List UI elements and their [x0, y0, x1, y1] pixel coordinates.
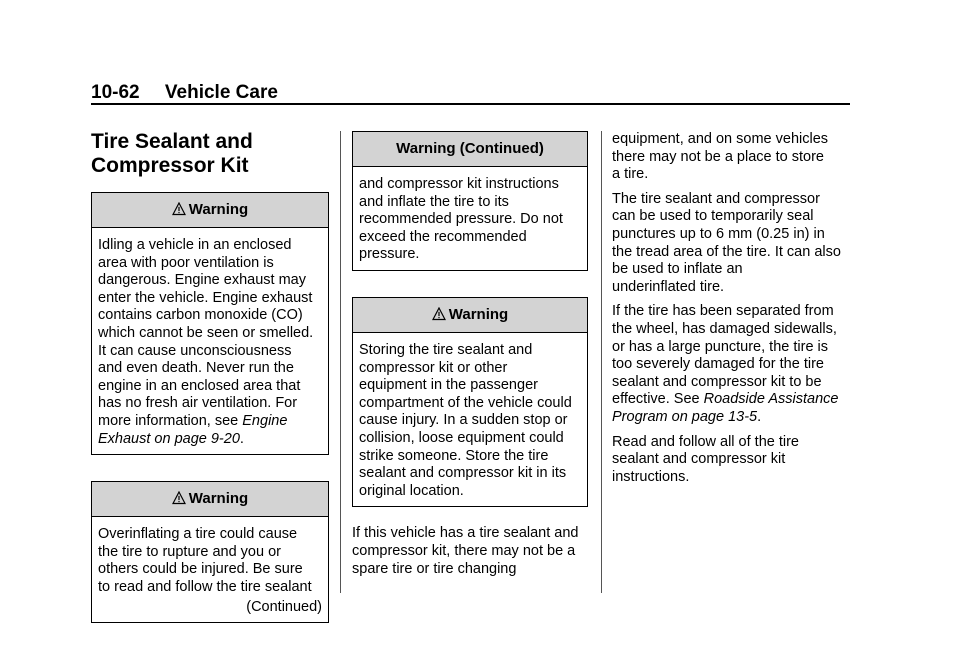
warning-body: Idling a vehicle in an enclosed area with poor ventilation is dangerous. Engine exhaust may enter the vehicle. Engine exhaust contains carbon monoxide (CO) which cannot be seen or smelled. It can cause unconsciousness and even death. Never run the engine in an enclosed area that has no fresh air ventilation. For more information, see Engine Exhaust on page 9-20.	[92, 228, 328, 454]
section-title: Vehicle Care	[164, 82, 278, 103]
column-divider-2	[601, 131, 602, 593]
warning-box-continued	[352, 131, 588, 271]
warning-body: and compressor kit instructions and inflate the tire to its recommended pressure. Do not exceed the recommended pressure.	[359, 176, 563, 263]
reference-link[interactable]: Engine	[242, 412, 288, 429]
column-2	[352, 131, 588, 585]
warning-body: Overinflating a tire could cause the tire to rupture and you or others could be injured. Be sure to read and follow the tire sealant (Continued)	[98, 526, 322, 615]
column-1	[91, 130, 329, 623]
section-heading: Tire Sealant and Compressor Kit	[91, 130, 253, 177]
page-header	[91, 82, 278, 104]
body-paragraph: The tire sealant and compressor can be used to temporarily seal punctures up to 6 mm (0.25 in) in the tread area of the tire. It can also be used to inflate an underinflated tire.	[612, 190, 841, 295]
warning-header: Warning	[353, 298, 587, 333]
reference-link[interactable]: Program on page 13-5	[612, 408, 758, 425]
warning-icon	[432, 307, 446, 321]
page-number: 10-62	[91, 82, 140, 103]
body-paragraph: Read and follow all of the tire sealant and compressor kit instructions.	[612, 433, 799, 485]
warning-body: Storing the tire sealant and compressor kit or other equipment in the passenger compartment of the vehicle could cause injury. In a sudden stop or collision, loose equipment could strike someone. Store the tire sealant and compressor kit in its original location.	[359, 341, 572, 499]
warning-header: Warning (Continued)	[353, 132, 587, 167]
warning-box-overinflating	[91, 481, 329, 623]
header-rule	[91, 103, 850, 105]
body-paragraph: If the tire has been separated from the wheel, has damaged sidewalls, or has a large puncture, the tire is too severely damaged for the tire sealant and compressor kit to be effective. See Roadside Assistance Program on page 13-5.	[612, 303, 857, 426]
reference-link[interactable]: Roadside Assistance	[703, 391, 839, 408]
body-paragraph: If this vehicle has a tire sealant and compressor kit, there may not be a spare tire or tire changing	[352, 525, 579, 577]
warning-box-exhaust	[91, 192, 329, 455]
column-divider-1	[340, 131, 341, 593]
warning-icon	[172, 202, 186, 216]
continued-label: (Continued)	[246, 598, 322, 615]
warning-header: Warning	[92, 482, 328, 517]
warning-icon	[172, 491, 186, 505]
cross-reference: more information, see Engine	[98, 412, 288, 429]
warning-header: Warning	[92, 193, 328, 228]
body-paragraph: equipment, and on some vehicles there may not be a place to store a tire.	[612, 131, 829, 183]
warning-box-storage	[352, 297, 588, 507]
cross-reference: effective. See Roadside Assistance	[612, 391, 839, 408]
column-3	[612, 131, 857, 493]
reference-link[interactable]: Exhaust on page 9-20	[98, 430, 240, 447]
